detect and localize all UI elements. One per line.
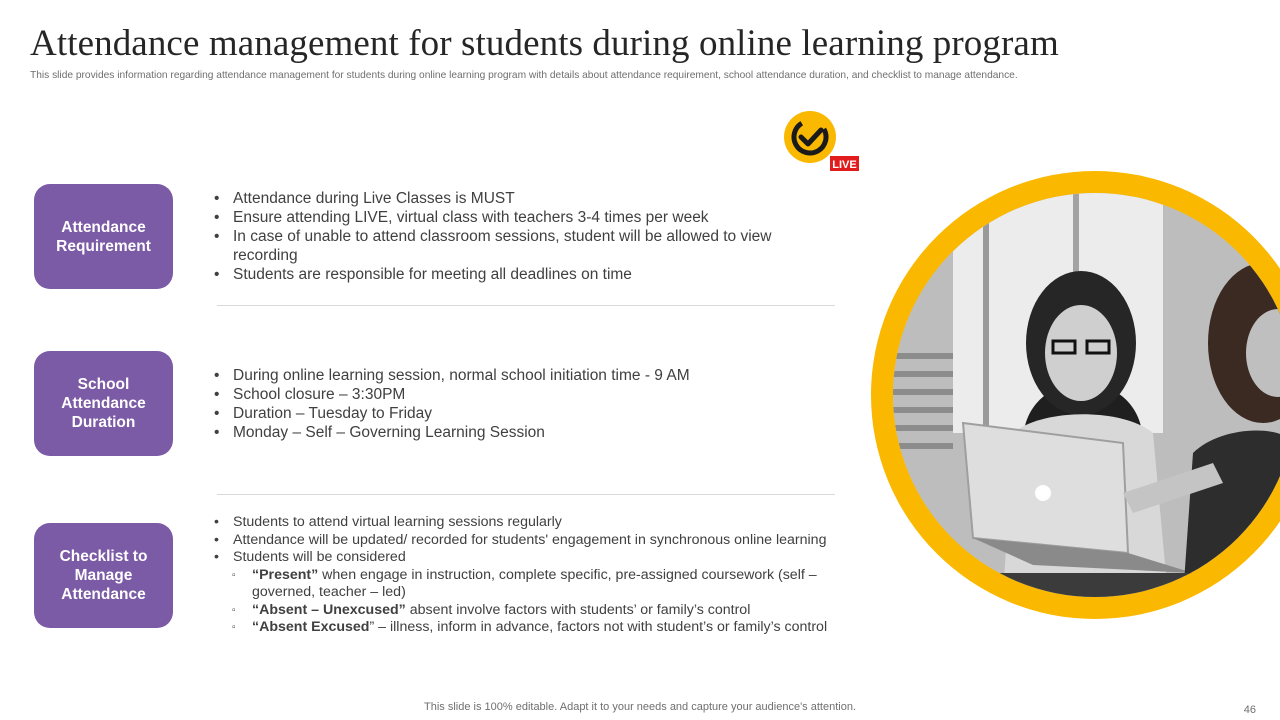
absent-excused-term: “Absent Excused xyxy=(252,619,370,635)
list-item: • Attendance during Live Classes is MUST xyxy=(214,189,773,208)
present-text: when engage in instruction, complete specific, pre-assigned coursework (self – governed, teacher – led) xyxy=(252,566,817,600)
sub-list-item xyxy=(214,567,817,602)
checklist-manage-attendance-label: Checklist to Manage Attendance xyxy=(34,523,173,628)
school-attendance-duration-list xyxy=(214,366,690,442)
list-item: • School closure – 3:30PM xyxy=(214,385,690,404)
school-attendance-duration-label: School Attendance Duration xyxy=(34,351,173,456)
absent-excused-text: ” – illness, inform in advance, factors not with student’s or family’s control xyxy=(369,619,828,635)
slide-footer: This slide is 100% editable. Adapt it to your needs and capture your audience's attention. xyxy=(424,701,856,713)
section-divider xyxy=(217,494,835,495)
list-item: • During online learning session, normal school initiation time - 9 AM xyxy=(214,366,690,385)
present-term: “Present” xyxy=(252,566,319,583)
list-item: • Students are responsible for meeting all deadlines on time xyxy=(214,265,773,284)
absent-unexcused-term: “Absent – Unexcused” xyxy=(252,601,406,618)
sub-list-item xyxy=(214,619,827,637)
list-item: • Students to attend virtual learning sessions regularly xyxy=(214,514,827,532)
list-item: • Attendance will be updated/ recorded for students' engagement in synchronous online learning xyxy=(214,532,827,550)
list-item: • Duration – Tuesday to Friday xyxy=(214,404,690,423)
list-item: • Ensure attending LIVE, virtual class with teachers 3-4 times per week xyxy=(214,208,773,227)
checklist-manage-attendance-list xyxy=(214,514,827,637)
sub-list-item xyxy=(214,602,827,620)
list-item: • In case of unable to attend classroom sessions, student will be allowed to view recording xyxy=(214,227,773,265)
page-number: 46 xyxy=(1243,704,1256,716)
list-item: • Monday – Self – Governing Learning Session xyxy=(214,423,690,442)
students-with-laptop-photo xyxy=(893,193,1280,597)
absent-unexcused-text: absent involve factors with students’ or family’s control xyxy=(405,601,751,618)
attendance-requirement-label: Attendance Requirement xyxy=(34,184,173,289)
live-badge-text: LIVE xyxy=(832,159,857,171)
slide-title: Attendance management for students during online learning program xyxy=(30,23,1059,64)
check-badge-icon xyxy=(784,111,862,173)
list-item: • Students will be considered xyxy=(214,549,827,567)
section-divider xyxy=(217,305,835,306)
attendance-requirement-list xyxy=(214,189,773,284)
slide-subtitle: This slide provides information regarding attendance management for students during online learning program with details about attendance requirement, school attendance duration, and checklist to manage attendance. xyxy=(30,70,1018,81)
